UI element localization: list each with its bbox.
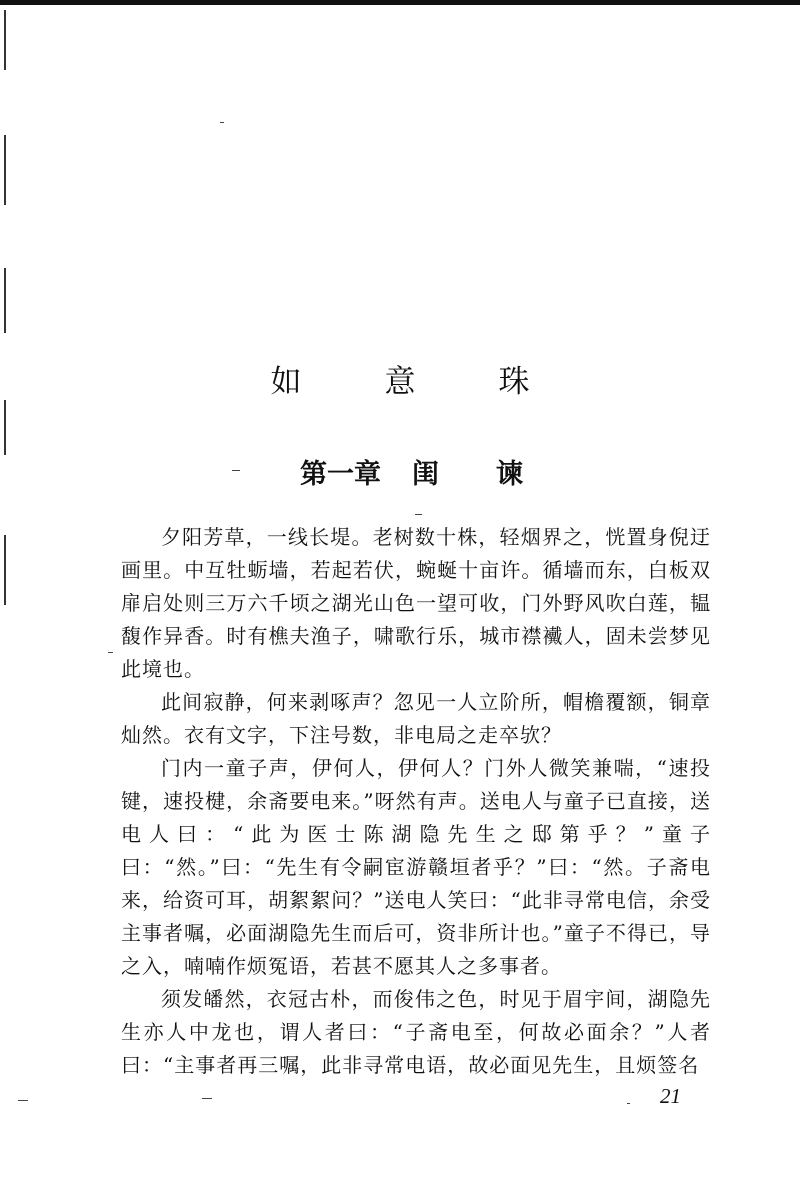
chapter-heading <box>300 452 540 492</box>
scan-speck <box>627 1103 630 1104</box>
paragraph: 夕阳芳草，一线长堤。老树数十株，轻烟界之，恍置身倪迂画里。中互牡蛎墙，若起若伏，蜿蜒十亩许。循墙而东，白板双扉启处则三万六千顷之湖光山色一望可收，门外野风吹白莲，韫馥作异香。时有樵夫渔子，啸歌行乐，城市襟襶人，固未尝梦见此境也。 <box>121 525 711 681</box>
binding-mark <box>4 535 6 605</box>
scan-speck <box>232 470 240 471</box>
binding-mark <box>4 268 6 333</box>
book-title: 如 意 珠 <box>270 364 556 400</box>
chapter-title-char: 谏 <box>496 459 523 490</box>
binding-mark <box>4 400 6 455</box>
top-border-rule <box>0 0 800 5</box>
chapter-body <box>121 521 711 1082</box>
scan-speck <box>220 122 224 123</box>
scan-speck <box>18 1100 28 1101</box>
page-number: 21 <box>660 1084 681 1108</box>
paragraph: 此间寂静，何来剥啄声？忽见一人立阶所，帽檐覆额，铜章灿然。衣有文字，下注号数，非电局之走卒欤？ <box>121 690 711 747</box>
chapter-title-char: 闺 <box>412 459 439 490</box>
scan-speck <box>415 514 422 515</box>
paragraph: 门内一童子声，伊何人，伊何人？门外人微笑兼喘，“速投键，速投楗，余斋要电来。”呀然有声。送电人与童子已直接，送电人曰：“此为医士陈湖隐先生之邸第乎？”童子曰：“然。”曰：“先生有令嗣宦游赣垣者乎？”曰：“然。子斋电来，给资可耳，胡絮絮问？”送电人笑曰：“此非寻常电信，余受主事者嘱，必面湖隐先生而后可，资非所计也。”童子不得已，导之入，喃喃作烦冤语，若甚不愿其人之多事者。 <box>121 756 711 978</box>
paragraph: 须发皤然，衣冠古朴，而俊伟之色，时见于眉宇间，湖隐先生亦人中龙也，谓人者曰：“子斋电至，何故必面余？”人者曰：“主事者再三嘱，此非寻常电语，故必面见先生，且烦签名 <box>121 987 711 1077</box>
scan-speck <box>108 652 113 653</box>
binding-mark <box>4 135 6 205</box>
binding-mark <box>4 10 6 70</box>
chapter-number: 第一章 <box>300 459 381 490</box>
scan-speck <box>202 1098 212 1099</box>
